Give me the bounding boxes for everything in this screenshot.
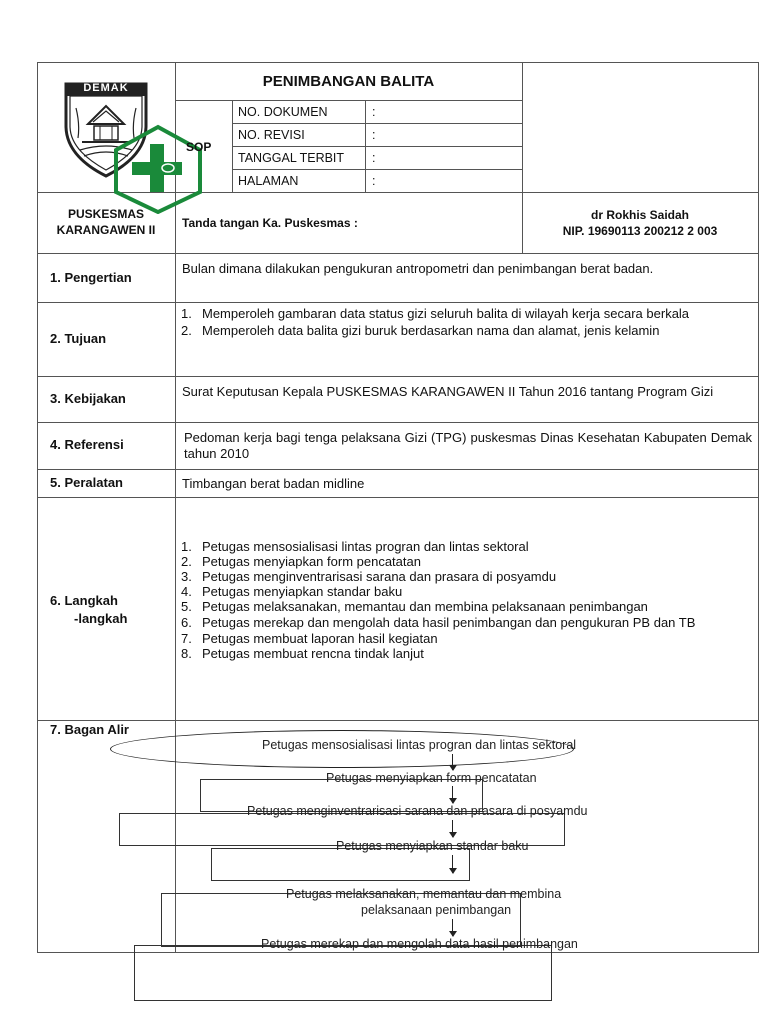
langkah-list [181,539,722,661]
peralatan-text: Timbangan berat badan midline [182,476,365,491]
list-item: 3. Petugas menginventrarisasi sarana dan prasara di posyamdu [181,569,557,584]
label-langkah-cont: -langkah [74,611,128,626]
meta-row-line [232,169,522,170]
tujuan-item-1: Memperoleh gambaran data status gizi seluruh balita di wilayah kerja secara berkala [202,306,690,321]
list-item: 1. Petugas mensosialisasi lintas progran dan lintas sektoral [181,539,529,554]
meta-label-no-revisi: NO. REVISI [238,128,305,142]
table-border-right [758,62,759,953]
label-kebijakan: 3. Kebijakan [50,391,126,406]
pengertian-text: Bulan dimana dilakukan pengukuran antropometri dan penimbangan berat badan. [182,261,654,276]
flow-step-5-text-cont: pelaksanaan penimbangan [361,903,512,917]
step-text: Petugas menyiapkan standar baku [202,584,403,599]
title-row-line [175,100,522,101]
page-title: PENIMBANGAN BALITA [262,73,435,90]
puskesmas-logo-icon [112,124,204,214]
label-langkah: 6. Langkah [50,593,118,608]
flow-step-6-text: Petugas merekap dan mengolah data hasil penimbangan [261,937,578,951]
step-text: Petugas merekap dan mengolah data hasil penimbangan dan pengukuran PB dan TB [202,615,696,630]
step-text: Petugas melaksanakan, memantau dan membina pelaksanaan penimbangan [202,599,648,614]
meta-col-line [232,100,233,192]
row-line [37,469,759,470]
table-border-left [37,62,38,953]
step-text: Petugas mensosialisasi lintas progran dan lintas sektoral [202,539,529,554]
list-item: 5. Petugas melaksanakan, memantau dan membina pelaksanaan penimbangan [181,599,648,614]
list-item: 2. Memperoleh data balita gizi buruk berdasarkan nama dan alamat, jenis kelamin [181,323,660,338]
label-bagan-alir: 7. Bagan Alir [50,722,129,737]
list-item: 6. Petugas merekap dan mengolah data hasil penimbangan dan pengukuran PB dan TB [181,615,696,630]
org-name-line2: KARANGAWEN II [56,223,156,237]
step-text: Petugas membuat laporan hasil kegiatan [202,631,438,646]
flow-step-3-text: Petugas menginventrarisasi sarana dan prasara di posyamdu [247,804,588,818]
signature-label: Tanda tangan Ka. Puskesmas : [182,216,358,230]
meta-col-line [365,100,366,192]
meta-value-no-revisi: : [372,128,376,142]
list-item: 1. Memperoleh gambaran data status gizi seluruh balita di wilayah kerja secara berkala [181,306,690,321]
tujuan-item-2: Memperoleh data balita gizi buruk berdasarkan nama dan alamat, jenis kelamin [202,323,660,338]
flow-arrow [452,754,453,770]
label-tujuan: 2. Tujuan [50,331,107,346]
meta-label-tanggal-terbit: TANGGAL TERBIT [238,151,345,165]
row-line [37,302,759,303]
flow-step-5-text: Petugas melaksanakan, memantau dan membina [286,887,562,901]
flow-step-1-text: Petugas mensosialisasi lintas progran dan lintas sektoral [262,738,577,752]
referensi-text: Pedoman kerja bagi tenga pelaksana Gizi (TPG) puskesmas Dinas Kesehatan Kabupaten Demak tahun 2010 [184,430,752,461]
step-text: Petugas menyiapkan form pencatatan [202,554,421,569]
list-item: 8. Petugas membuat rencna tindak lanjut [181,646,424,661]
flow-arrow [452,820,453,837]
list-item: 4. Petugas menyiapkan standar baku [181,584,403,599]
meta-row-line [232,146,522,147]
meta-value-halaman: : [372,174,376,188]
logo-text: DEMAK [83,82,129,94]
tujuan-list [181,306,752,338]
flow-arrow [452,855,453,873]
row-line [37,422,759,423]
table-border-top [37,62,759,63]
flow-step-2-text: Petugas menyiapkan form pencatatan [326,771,537,785]
flow-step-4-text: Petugas menyiapkan standar baku [336,839,529,853]
list-item: 7. Petugas membuat laporan hasil kegiatan [181,631,438,646]
flow-arrow [452,919,453,936]
flow-arrow [452,786,453,803]
row-line [37,720,759,721]
signer-name: dr Rokhis Saidah [590,208,690,222]
flow-box-6 [134,945,552,1001]
signer-nip: NIP. 19690113 200212 2 003 [562,224,718,238]
meta-label-halaman: HALAMAN [238,174,299,188]
row-line [37,497,759,498]
row-line [37,253,759,254]
meta-value-tanggal-terbit: : [372,151,376,165]
list-item: 2. Petugas menyiapkan form pencatatan [181,554,421,569]
label-peralatan: 5. Peralatan [50,475,123,490]
org-name-line1: PUSKESMAS [67,207,144,221]
step-text: Petugas membuat rencna tindak lanjut [202,646,424,661]
meta-label-no-dokumen: NO. DOKUMEN [238,105,328,119]
label-referensi: 4. Referensi [50,437,124,452]
sop-label: SOP [186,140,212,154]
label-pengertian: 1. Pengertian [50,270,132,285]
meta-value-no-dokumen: : [372,105,376,119]
row-line [37,376,759,377]
meta-row-line [232,123,522,124]
step-text: Petugas menginventrarisasi sarana dan prasara di posyamdu [202,569,557,584]
kebijakan-text: Surat Keputusan Kepala PUSKESMAS KARANGAWEN II Tahun 2016 tantang Program Gizi [182,384,714,399]
